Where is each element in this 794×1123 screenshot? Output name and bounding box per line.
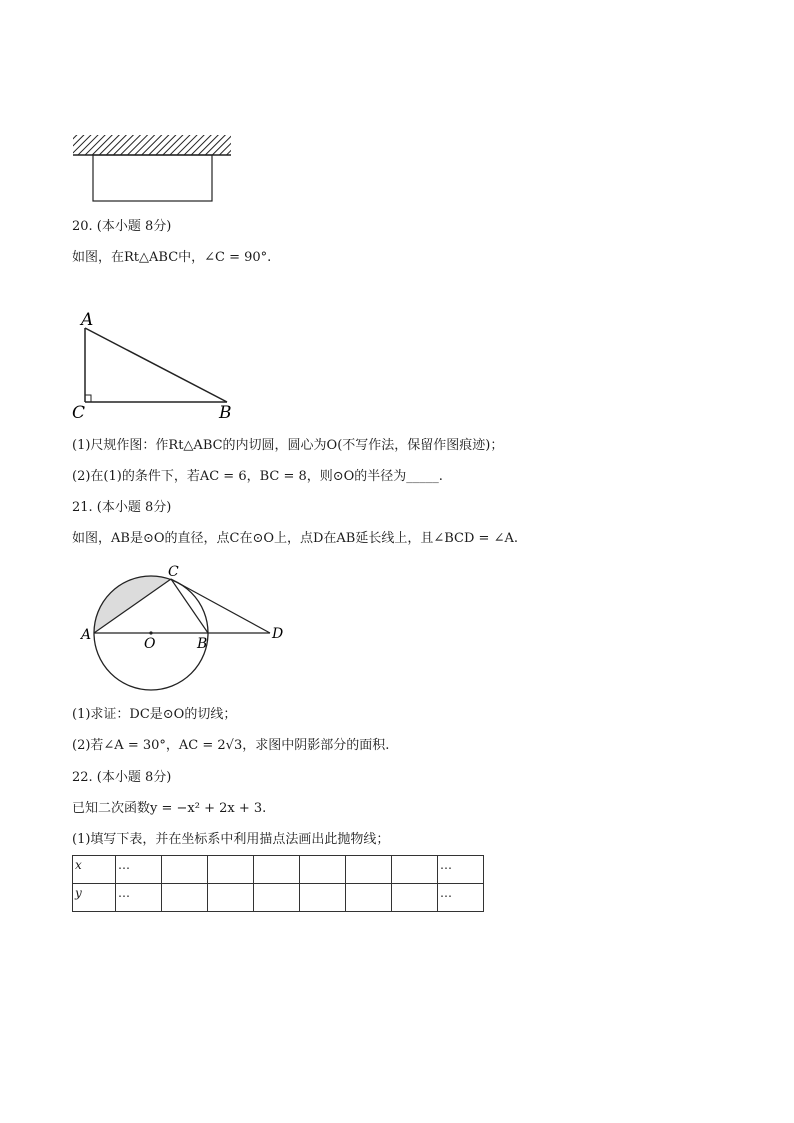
center-point: [149, 631, 152, 634]
table-cell[interactable]: …: [438, 884, 484, 912]
q21-part2: (2)若∠A = 30°，AC = 2√3，求图中阴影部分的面积.: [72, 738, 390, 753]
table-cell[interactable]: [346, 856, 392, 884]
q20-intro: 如图，在Rt△ABC中，∠C = 90°.: [72, 250, 272, 265]
q22-header: 22. (本小题 8分): [72, 770, 172, 785]
table-cell[interactable]: [300, 884, 346, 912]
circle-tangent-figure: [78, 562, 298, 694]
table-cell[interactable]: …: [116, 884, 162, 912]
q21-header: 21. (本小题 8分): [72, 500, 172, 515]
label-C: C: [168, 564, 179, 580]
table-cell[interactable]: [392, 884, 438, 912]
row-label: y: [73, 884, 116, 912]
table-cell[interactable]: …: [438, 856, 484, 884]
right-triangle-figure: [70, 308, 240, 423]
table-row-y: [73, 884, 484, 912]
table-cell[interactable]: [254, 856, 300, 884]
table-cell[interactable]: [346, 884, 392, 912]
table-cell[interactable]: [208, 884, 254, 912]
table-cell[interactable]: [392, 856, 438, 884]
hanging-box: [93, 155, 212, 201]
right-angle-mark: [85, 395, 91, 402]
q20-header: 20. (本小题 8分): [72, 219, 172, 234]
ceiling-box-figure: [72, 132, 234, 204]
table-cell[interactable]: [208, 856, 254, 884]
table-row-x: [73, 856, 484, 884]
q22-part1: (1)填写下表，并在坐标系中利用描点法画出此抛物线；: [72, 832, 390, 847]
label-O: O: [144, 636, 156, 652]
label-D: D: [272, 626, 284, 642]
ceiling-hatch: [73, 135, 231, 155]
q22-intro: 已知二次函数y = −x² + 2x + 3.: [72, 801, 267, 816]
label-A: A: [81, 310, 94, 330]
label-B: B: [219, 403, 232, 423]
table-cell[interactable]: [162, 884, 208, 912]
q20-part2: (2)在(1)的条件下，若AC = 6，BC = 8，则⊙O的半径为_____.: [72, 469, 443, 484]
q20-part1: (1)尺规作图：作Rt△ABC的内切圆，圆心为O(不写作法，保留作图痕迹)；: [72, 438, 504, 453]
q21-intro: 如图，AB是⊙O的直径，点C在⊙O上，点D在AB延长线上，且∠BCD = ∠A.: [72, 531, 518, 546]
row-label: x: [73, 856, 116, 884]
table-cell[interactable]: [300, 856, 346, 884]
label-C: C: [72, 403, 86, 423]
q21-part1: (1)求证：DC是⊙O的切线；: [72, 707, 237, 722]
table-cell[interactable]: …: [116, 856, 162, 884]
xy-value-table: [72, 855, 484, 912]
table-cell[interactable]: [254, 884, 300, 912]
label-B: B: [197, 636, 208, 652]
label-A: A: [81, 627, 92, 643]
table-cell[interactable]: [162, 856, 208, 884]
